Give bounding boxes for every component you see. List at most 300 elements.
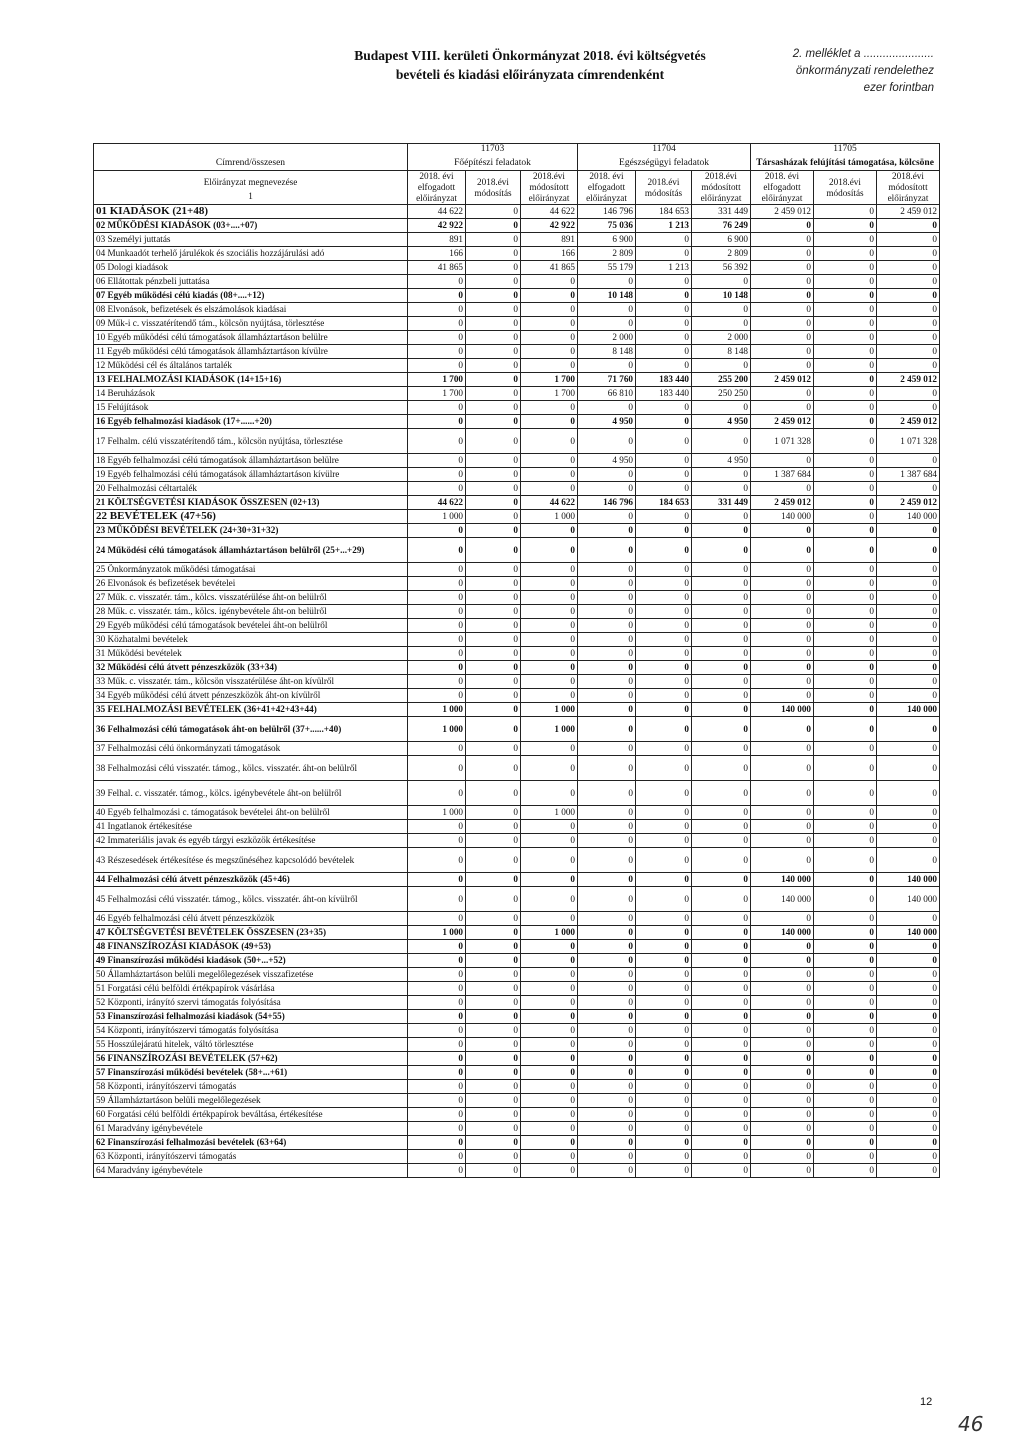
row-value: 2 000 [578,331,636,345]
row-value: 0 [692,887,751,912]
row-value: 0 [814,1080,877,1094]
row-label: 57 Finanszírozási működési bevételek (58+...+61) [94,1066,408,1080]
row-value: 0 [877,1094,940,1108]
row-value: 0 [692,912,751,926]
table-row [94,591,940,605]
row-value: 0 [521,756,578,781]
row-value: 0 [578,1108,636,1122]
row-value: 0 [466,387,521,401]
row-value: 0 [408,675,466,689]
row-value: 140 000 [877,887,940,912]
column-name-foepiteszi: Főépítészi feladatok [408,157,578,171]
table-row [94,247,940,261]
row-value: 331 449 [692,205,751,219]
row-label: 48 FINANSZÍROZÁSI KIADÁSOK (49+53) [94,940,408,954]
row-value: 0 [692,968,751,982]
row-value: 0 [408,1038,466,1052]
row-value: 0 [521,401,578,415]
row-value: 0 [814,1066,877,1080]
row-value: 56 392 [692,261,751,275]
row-value: 0 [466,982,521,996]
table-row [94,848,940,873]
row-value: 0 [521,359,578,373]
table-row [94,454,940,468]
row-value: 146 796 [578,205,636,219]
row-value: 0 [466,331,521,345]
row-value: 0 [578,482,636,496]
row-value: 0 [521,1038,578,1052]
row-label: 19 Egyéb felhalmozási célú támogatások államháztartáson kívülre [94,468,408,482]
row-value: 166 [408,247,466,261]
row-value: 183 440 [636,387,692,401]
row-value: 0 [578,781,636,806]
row-value: 0 [466,834,521,848]
row-value: 0 [636,1164,692,1178]
row-value: 331 449 [692,496,751,510]
row-value: 0 [692,926,751,940]
row-value: 0 [636,289,692,303]
row-value: 0 [692,510,751,524]
row-value: 0 [814,289,877,303]
row-value: 0 [692,482,751,496]
row-value: 0 [814,675,877,689]
row-value: 0 [877,912,940,926]
row-value: 1 000 [521,703,578,717]
row-value: 0 [751,675,814,689]
row-value: 0 [578,756,636,781]
handwritten-note: 46 [958,1412,984,1436]
row-value: 0 [466,756,521,781]
page-number: 12 [920,1396,933,1408]
row-value: 0 [877,689,940,703]
row-value: 0 [408,689,466,703]
header-blank-cell [94,144,408,158]
row-value: 0 [408,1164,466,1178]
table-row [94,331,940,345]
row-value: 2 809 [692,247,751,261]
row-value: 0 [814,940,877,954]
row-value: 0 [751,387,814,401]
row-value: 0 [408,1136,466,1150]
row-value: 0 [636,954,692,968]
row-value: 0 [636,703,692,717]
row-value: 0 [521,1108,578,1122]
row-label: 08 Elvonások, befizetések és elszámolások kiadásai [94,303,408,317]
row-value: 0 [578,996,636,1010]
row-value: 0 [408,1052,466,1066]
row-value: 0 [751,261,814,275]
row-value: 0 [814,233,877,247]
table-row [94,415,940,429]
row-value: 0 [466,1066,521,1080]
row-value: 0 [408,619,466,633]
row-value: 0 [636,1038,692,1052]
table-row [94,605,940,619]
row-value: 1 213 [636,219,692,233]
table-row [94,619,940,633]
row-value: 0 [466,373,521,387]
row-value: 1 000 [521,717,578,742]
row-value: 140 000 [877,926,940,940]
row-value: 0 [814,968,877,982]
row-value: 0 [814,717,877,742]
table-row [94,717,940,742]
row-value: 0 [636,717,692,742]
row-value: 0 [814,247,877,261]
table-row [94,205,940,219]
row-value: 1 071 328 [877,429,940,454]
row-value: 0 [692,996,751,1010]
row-label: 02 MŰKÖDÉSI KIADÁSOK (03+....+07) [94,219,408,233]
row-label: 49 Finanszírozási működési kiadások (50+...+52) [94,954,408,968]
row-value: 0 [408,756,466,781]
row-value: 0 [578,940,636,954]
row-value: 0 [877,806,940,820]
row-value: 0 [751,591,814,605]
row-value: 0 [466,261,521,275]
row-value: 184 653 [636,205,692,219]
row-value: 0 [408,661,466,675]
row-value: 0 [466,1024,521,1038]
row-value: 0 [814,912,877,926]
row-value: 0 [636,454,692,468]
row-value: 0 [751,317,814,331]
row-value: 0 [636,247,692,261]
row-value: 0 [521,887,578,912]
row-value: 0 [408,415,466,429]
row-value: 0 [814,887,877,912]
row-value: 0 [521,1024,578,1038]
row-value: 0 [408,563,466,577]
annex-line-1: 2. melléklet a ...................... [792,48,934,60]
row-value: 0 [466,1122,521,1136]
row-value: 0 [408,820,466,834]
row-value: 0 [751,1066,814,1080]
row-value: 1 213 [636,261,692,275]
row-value: 6 900 [578,233,636,247]
row-value: 0 [636,524,692,538]
row-value: 0 [751,912,814,926]
row-value: 0 [751,331,814,345]
table-row [94,373,940,387]
row-label: 09 Műk-i c. visszatérítendő tám., kölcsön nyújtása, törlesztése [94,317,408,331]
row-value: 0 [636,605,692,619]
row-value: 0 [578,401,636,415]
row-label: 17 Felhalm. célú visszatérítendő tám., kölcsön nyújtása, törlesztése [94,429,408,454]
subheader-g2-c2: 2018.évi módosítás [636,171,692,205]
column-code-11704: 11704 [578,144,751,158]
row-value: 0 [877,968,940,982]
row-value: 0 [751,605,814,619]
table-row [94,661,940,675]
row-label: 23 MŰKÖDÉSI BEVÉTELEK (24+30+31+32) [94,524,408,538]
row-value: 0 [466,996,521,1010]
row-value: 0 [751,1080,814,1094]
row-value: 0 [578,926,636,940]
row-value: 0 [408,742,466,756]
table-row [94,482,940,496]
row-value: 0 [751,275,814,289]
subheader-g2-c3: 2018.évi módosított előirányzat [692,171,751,205]
column-code-11705: 11705 [751,144,940,158]
row-value: 0 [521,1052,578,1066]
row-value: 0 [692,317,751,331]
row-value: 0 [466,1108,521,1122]
row-value: 0 [877,834,940,848]
row-value: 0 [466,619,521,633]
row-value: 0 [877,454,940,468]
row-value: 0 [466,563,521,577]
row-value: 0 [408,873,466,887]
row-value: 0 [466,940,521,954]
row-value: 0 [466,303,521,317]
row-value: 0 [692,591,751,605]
row-label: 61 Maradvány igénybevétele [94,1122,408,1136]
row-label: 52 Központi, irányító szervi támogatás folyósítása [94,996,408,1010]
row-value: 75 036 [578,219,636,233]
row-value: 0 [408,954,466,968]
row-value: 0 [636,538,692,563]
row-value: 0 [636,275,692,289]
row-value: 0 [578,647,636,661]
row-value: 0 [466,275,521,289]
row-value: 2 459 012 [877,415,940,429]
row-value: 0 [408,468,466,482]
row-value: 0 [692,1122,751,1136]
row-value: 0 [877,717,940,742]
row-value: 0 [578,806,636,820]
row-value: 0 [408,538,466,563]
header-name-row [94,157,940,171]
table-row [94,982,940,996]
row-value: 0 [814,563,877,577]
table-row [94,233,940,247]
row-value: 1 700 [521,373,578,387]
row-value: 0 [466,468,521,482]
row-value: 0 [521,834,578,848]
row-value: 0 [466,873,521,887]
row-value: 0 [408,996,466,1010]
row-value: 0 [521,303,578,317]
row-value: 2 459 012 [877,205,940,219]
row-value: 0 [636,887,692,912]
table-row [94,563,940,577]
row-value: 0 [466,912,521,926]
budget-table-body [94,144,940,1178]
row-value: 55 179 [578,261,636,275]
row-value: 0 [466,496,521,510]
row-value: 0 [692,1150,751,1164]
row-value: 0 [814,331,877,345]
row-value: 0 [814,524,877,538]
row-value: 0 [521,996,578,1010]
row-label: 11 Egyéb működési célú támogatások államháztartáson kívülre [94,345,408,359]
row-value: 0 [692,577,751,591]
row-value: 66 810 [578,387,636,401]
table-row [94,1150,940,1164]
row-label: 37 Felhalmozási célú önkormányzati támogatások [94,742,408,756]
row-value: 0 [521,940,578,954]
row-value: 0 [877,317,940,331]
table-row [94,303,940,317]
table-row [94,289,940,303]
row-value: 0 [814,834,877,848]
table-row [94,1024,940,1038]
row-value: 0 [751,689,814,703]
row-value: 0 [408,605,466,619]
row-value: 0 [466,454,521,468]
row-value: 0 [751,717,814,742]
row-label: 53 Finanszírozási felhalmozási kiadások (54+55) [94,1010,408,1024]
row-value: 0 [521,275,578,289]
row-label: 62 Finanszírozási felhalmozási bevételek (63+64) [94,1136,408,1150]
row-value: 0 [408,1024,466,1038]
row-value: 0 [751,996,814,1010]
row-value: 42 922 [521,219,578,233]
row-value: 0 [466,1052,521,1066]
row-value: 0 [408,345,466,359]
row-label: 07 Egyéb működési célú kiadás (08+....+12) [94,289,408,303]
row-label: 16 Egyéb felhalmozási kiadások (17+......+20) [94,415,408,429]
row-value: 0 [692,647,751,661]
row-value: 0 [877,954,940,968]
row-value: 1 700 [408,373,466,387]
row-value: 0 [814,848,877,873]
row-value: 0 [521,661,578,675]
row-value: 0 [521,538,578,563]
row-value: 0 [692,675,751,689]
row-value: 0 [408,1080,466,1094]
table-row [94,1080,940,1094]
row-value: 0 [636,820,692,834]
row-value: 0 [408,289,466,303]
row-value: 0 [692,275,751,289]
row-value: 0 [751,1164,814,1178]
row-value: 140 000 [751,873,814,887]
row-value: 0 [466,429,521,454]
row-value: 0 [466,482,521,496]
row-label: 46 Egyéb felhalmozási célú átvett pénzeszközök [94,912,408,926]
row-value: 0 [751,756,814,781]
row-value: 0 [692,468,751,482]
row-value: 0 [877,345,940,359]
row-value: 0 [814,345,877,359]
row-value: 0 [636,806,692,820]
row-value: 2 459 012 [751,205,814,219]
row-value: 0 [877,219,940,233]
row-value: 0 [877,781,940,806]
row-value: 0 [877,820,940,834]
row-value: 0 [877,247,940,261]
row-value: 0 [521,954,578,968]
row-value: 0 [578,982,636,996]
row-value: 0 [578,1052,636,1066]
row-label: 44 Felhalmozási célú átvett pénzeszközök (45+46) [94,873,408,887]
table-row [94,834,940,848]
row-value: 0 [578,873,636,887]
table-row [94,261,940,275]
row-value: 2 459 012 [877,373,940,387]
row-value: 0 [877,1136,940,1150]
row-value: 0 [521,482,578,496]
table-row [94,429,940,454]
table-row [94,806,940,820]
row-value: 0 [751,1024,814,1038]
row-value: 0 [751,524,814,538]
row-value: 0 [521,331,578,345]
row-value: 1 387 684 [877,468,940,482]
table-row [94,1108,940,1122]
row-label: 27 Műk. c. visszatér. tám., kölcs. visszatérülése áht-on belülről [94,591,408,605]
row-value: 0 [751,1094,814,1108]
row-value: 0 [814,1150,877,1164]
row-value: 1 387 684 [751,468,814,482]
row-value: 0 [636,577,692,591]
row-value: 42 922 [408,219,466,233]
row-value: 0 [692,359,751,373]
row-value: 0 [751,1122,814,1136]
row-label: 04 Munkaadót terhelő járulékok és szociális hozzájárulási adó [94,247,408,261]
row-value: 6 900 [692,233,751,247]
row-value: 0 [521,591,578,605]
row-value: 0 [466,1150,521,1164]
row-value: 0 [408,482,466,496]
row-value: 0 [751,345,814,359]
table-row [94,1066,940,1080]
row-value: 0 [521,289,578,303]
row-label: 40 Egyéb felhalmozási c. támogatások bevételei áht-on belülről [94,806,408,820]
row-value: 10 148 [692,289,751,303]
row-value: 0 [814,538,877,563]
row-value: 0 [408,577,466,591]
row-value: 0 [814,496,877,510]
row-value: 0 [751,247,814,261]
row-value: 0 [636,996,692,1010]
row-value: 0 [636,781,692,806]
row-value: 0 [408,647,466,661]
row-value: 0 [692,940,751,954]
row-value: 0 [578,317,636,331]
row-value: 2 459 012 [751,373,814,387]
annex-line-3: ezer forintban [863,82,934,94]
row-value: 0 [521,742,578,756]
row-value: 0 [814,261,877,275]
row-value: 0 [408,524,466,538]
row-value: 0 [877,387,940,401]
row-value: 0 [636,303,692,317]
row-value: 0 [814,1164,877,1178]
row-value: 0 [692,429,751,454]
row-value: 0 [521,1122,578,1136]
row-value: 0 [636,619,692,633]
table-row [94,675,940,689]
row-value: 0 [814,689,877,703]
row-value: 0 [466,926,521,940]
row-value: 0 [578,303,636,317]
row-label: 22 BEVÉTELEK (47+56) [94,510,408,524]
row-value: 0 [408,633,466,647]
row-value: 0 [751,1136,814,1150]
row-label: 21 KÖLTSÉGVETÉSI KIADÁSOK ÖSSZESEN (02+13) [94,496,408,510]
row-value: 0 [751,577,814,591]
row-value: 0 [877,661,940,675]
row-value: 0 [814,205,877,219]
row-value: 0 [466,577,521,591]
row-value: 0 [578,1122,636,1136]
row-value: 0 [466,1080,521,1094]
row-value: 0 [692,1066,751,1080]
row-value: 0 [636,675,692,689]
